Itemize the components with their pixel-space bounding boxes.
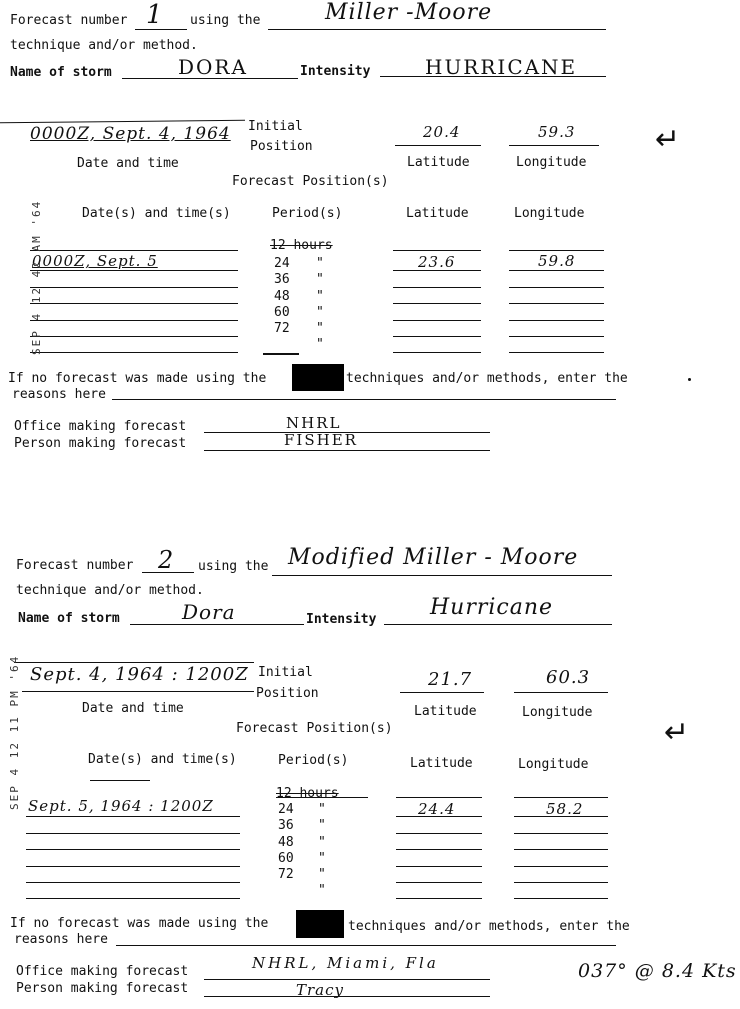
forecast-positions-label: Forecast Position(s): [236, 721, 393, 736]
ditto: ": [318, 802, 326, 817]
dates-times-header: Date(s) and time(s): [88, 752, 237, 767]
period-36: 36: [274, 272, 290, 287]
period-72: 72: [274, 321, 290, 336]
office-value: NHRL: [286, 414, 342, 432]
position-label: Position: [256, 686, 319, 701]
method-value: Modified Miller - Moore: [288, 545, 579, 570]
storm-name-value: DORA: [178, 55, 248, 79]
reasons-label: reasons here: [12, 387, 106, 402]
period-36: 36: [278, 818, 294, 833]
ditto: ": [318, 835, 326, 850]
period-12: 12 hours: [270, 238, 333, 253]
latitude-header: Latitude: [410, 756, 473, 771]
office-label: Office making forecast: [16, 964, 189, 979]
initial-lon-value: 60.3: [546, 667, 591, 688]
forecast-lat-value: 23.6: [418, 253, 456, 271]
forecast-number-label: Forecast number: [16, 558, 134, 573]
forecast-number-value: 2: [158, 546, 175, 574]
initial-datetime-value: 0000Z, Sept. 4, 1964: [30, 124, 231, 144]
redaction-box: [292, 364, 344, 391]
period-72: 72: [278, 867, 294, 882]
curved-down-arrow-icon: ↵: [664, 715, 690, 750]
longitude-label: Longitude: [516, 155, 587, 170]
initial-lon-value: 59.3: [538, 123, 576, 141]
forecast-datetime-value: Sept. 5, 1964 : 1200Z: [28, 797, 214, 815]
period-60: 60: [278, 851, 294, 866]
initial-lat-value: 21.7: [428, 669, 473, 690]
storm-name-label: Name of storm: [18, 611, 120, 626]
office-label: Office making forecast: [14, 419, 187, 434]
ditto: ": [316, 305, 324, 320]
ditto: ": [316, 321, 324, 336]
initial-lat-value: 20.4: [423, 123, 461, 141]
period-48: 48: [274, 289, 290, 304]
using-the-label: using the: [198, 559, 269, 574]
period-48: 48: [278, 835, 294, 850]
person-label: Person making forecast: [16, 981, 189, 996]
period-12: 12 hours: [276, 786, 339, 801]
redaction-box: [296, 910, 344, 938]
initial-datetime-value: Sept. 4, 1964 : 1200Z: [30, 664, 249, 685]
received-stamp: SEP 4 12 11 PM '64: [8, 654, 21, 810]
ditto: ": [318, 883, 326, 898]
ditto: ": [318, 867, 326, 882]
longitude-header: Longitude: [514, 206, 585, 221]
position-label: Position: [250, 139, 313, 154]
forecast-positions-label: Forecast Position(s): [232, 174, 389, 189]
office-value: NHRL, Miami, Fla: [252, 954, 439, 972]
periods-header: Period(s): [272, 206, 343, 221]
ditto: ": [316, 289, 324, 304]
intensity-label: Intensity: [306, 612, 377, 627]
dates-times-header: Date(s) and time(s): [82, 206, 231, 221]
method-value: Miller -Moore: [325, 0, 493, 25]
initial-label: Initial: [248, 119, 303, 134]
storm-name-value: Dora: [182, 600, 236, 624]
person-label: Person making forecast: [14, 436, 187, 451]
longitude-header: Longitude: [518, 757, 589, 772]
period-60: 60: [274, 305, 290, 320]
technique-label: technique and/or method.: [10, 38, 198, 53]
forecast-lat-value: 24.4: [418, 800, 456, 818]
forecast-lon-value: 59.8: [538, 252, 576, 270]
curved-down-arrow-icon: ↵: [655, 122, 681, 157]
forecast-datetime-value: 0000Z, Sept. 5: [32, 252, 158, 270]
periods-header: Period(s): [278, 753, 349, 768]
no-forecast-text: If no forecast was made using the: [10, 916, 269, 931]
person-value: FISHER: [284, 431, 358, 449]
technique-label: technique and/or method.: [16, 583, 204, 598]
using-the-label: using the: [190, 13, 261, 28]
forecast-number-value: 1: [146, 0, 164, 30]
longitude-label: Longitude: [522, 705, 593, 720]
storm-name-label: Name of storm: [10, 65, 112, 80]
reasons-label: reasons here: [14, 932, 108, 947]
intensity-value: Hurricane: [430, 595, 554, 620]
received-stamp: SEP 4 12 42 AM '64: [30, 199, 43, 355]
forecast-lon-value: 58.2: [546, 800, 584, 818]
latitude-label: Latitude: [414, 704, 477, 719]
handwritten-note: 037° @ 8.4 Kts: [578, 960, 737, 982]
forecast-number-label: Forecast number: [10, 13, 128, 28]
ditto: ": [316, 337, 324, 352]
period-24: 24: [278, 802, 294, 817]
ditto: ": [316, 272, 324, 287]
no-forecast-text: If no forecast was made using the: [8, 371, 267, 386]
ditto: ": [318, 818, 326, 833]
ditto: ": [318, 851, 326, 866]
intensity-value: HURRICANE: [425, 55, 578, 79]
period-24: 24: [274, 256, 290, 271]
date-time-label: Date and time: [82, 701, 184, 716]
latitude-header: Latitude: [406, 206, 469, 221]
no-forecast-text-2: techniques and/or methods, enter the: [346, 371, 628, 386]
no-forecast-text-2: techniques and/or methods, enter the: [348, 919, 630, 934]
latitude-label: Latitude: [407, 155, 470, 170]
intensity-label: Intensity: [300, 64, 371, 79]
date-time-label: Date and time: [77, 156, 179, 171]
person-value: Tracy: [296, 981, 344, 999]
initial-label: Initial: [258, 665, 313, 680]
ditto: ": [316, 256, 324, 271]
